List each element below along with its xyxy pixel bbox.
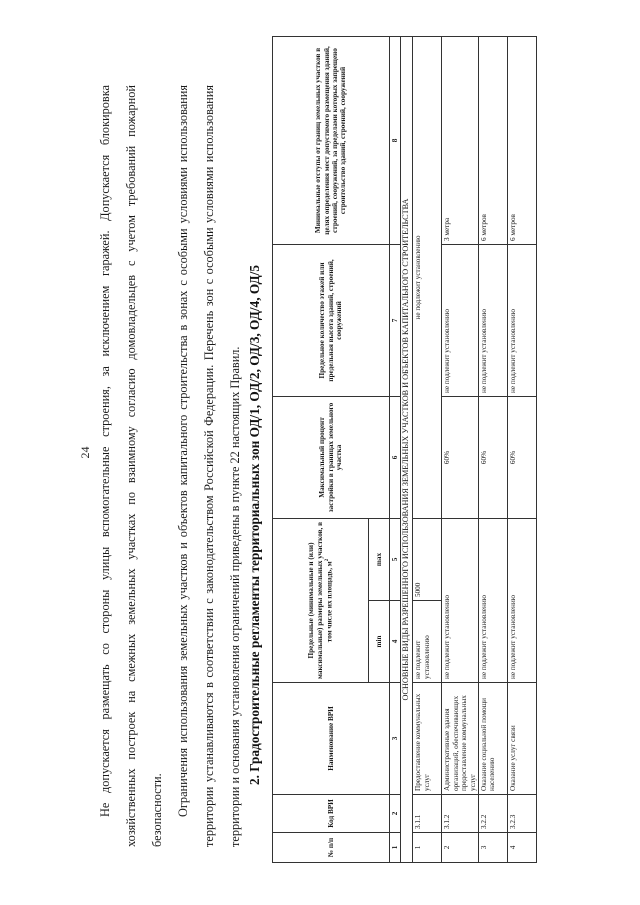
row-name: Административные здания организаций, обеспечивающих предоставление коммунальных услуг (442, 683, 479, 795)
table-row (508, 36, 537, 862)
row-name: Оказание услуг связи (508, 683, 537, 795)
header-num: № п/п (273, 833, 390, 863)
row-code: 3.1.2 (442, 795, 479, 833)
col-number: 3 (390, 683, 401, 795)
header-coverage: Максимальный процент застройки в границах земельного участка (273, 396, 390, 518)
col-number: 5 (390, 518, 401, 600)
row-floors: не подлежит установлению (508, 244, 537, 396)
row-coverage: 60% (479, 396, 508, 518)
col-number: 4 (390, 601, 401, 683)
row-num: 3 (479, 833, 508, 863)
row-floors: не подлежит установлению (442, 244, 479, 396)
section-title: 2. Градостроительные регламенты территориальных зон ОД/1, ОД/2, ОД/3, ОД/4, ОД/5 (247, 264, 262, 785)
row-max: 5000 (413, 518, 442, 600)
col-number: 7 (390, 244, 401, 396)
header-name: Наименование ВРИ (273, 683, 390, 795)
row-merged-values: не подлежит установлению (413, 36, 442, 518)
section-row (401, 36, 413, 862)
column-number-row (390, 36, 401, 862)
row-size: не подлежит установлению (479, 518, 508, 682)
row-setbacks: 6 метров (479, 36, 508, 244)
row-size: не подлежит установлению (442, 518, 479, 682)
section-label: ОСНОВНЫЕ ВИДЫ РАЗРЕШЕННОГО ИСПОЛЬЗОВАНИЯ ЗЕМЕЛЬНЫХ УЧАСТКОВ И ОБЪЕКТОВ КАПИТАЛЬНОГО СТРОИТЕЛЬСТВА (401, 36, 413, 862)
header-min: min (369, 601, 390, 683)
header-setbacks: Минимальные отступы от границ земельных участков в целях определения мест допустимого размещения зданий, строений, сооружений, за пределами которых запрещено строительство зданий, строений, сооружений (273, 36, 390, 244)
header-size-sup: 2 (325, 558, 330, 562)
row-name: Предоставление коммунальных услуг (413, 683, 442, 795)
row-num: 4 (508, 833, 537, 863)
row-num: 1 (413, 833, 442, 863)
col-number: 8 (390, 36, 401, 244)
row-coverage: 60% (442, 396, 479, 518)
row-size: не подлежит установлению (508, 518, 537, 682)
header-code: Код ВРИ (273, 795, 390, 833)
header-floors: Предельное количество этажей или предельная высота зданий, строений, сооружений (273, 244, 390, 396)
regulations-table (272, 36, 537, 863)
paragraph-garages: Не допускается размещать со стороны улицы вспомогательные строения, за исключением гаражей. Допускается блокировка хозяйственных построек на смежных земельных участках по взаимному согласию домовладельцев с учетом требований пожарной безопасности. (98, 85, 164, 847)
col-number: 2 (390, 795, 401, 833)
header-size-group (273, 518, 369, 682)
row-floors: не подлежит установлению (479, 244, 508, 396)
table-row (479, 36, 508, 862)
row-code: 3.2.2 (479, 795, 508, 833)
row-code: 3.2.3 (508, 795, 537, 833)
table-row (442, 36, 479, 862)
row-code: 3.1.1 (413, 795, 442, 833)
table-header-row (273, 36, 369, 862)
row-num: 2 (442, 833, 479, 863)
table-row (413, 36, 442, 862)
header-max: max (369, 518, 390, 600)
row-setbacks: 6 метров (508, 36, 537, 244)
row-name: Оказание социальной помощи населению (479, 683, 508, 795)
col-number: 1 (390, 833, 401, 863)
header-size-text: Предельные (минимальные и (или) максимальные) размеры земельных участков, в том числе их площадь, м (307, 522, 334, 679)
col-number: 6 (390, 396, 401, 518)
paragraph-restrictions: Ограничения использования земельных участков и объектов капитального строительства в зонах с особыми условиями использования территории устанавливаются в соответствии с законодательством Российской Федерации. Перечень зон с особыми условиями использования территории и основания установления ограничений приведены в пункте 22 настоящих Правил. (176, 85, 242, 847)
row-coverage: 60% (508, 396, 537, 518)
row-setbacks: 3 метра (442, 36, 479, 244)
row-min: не подлежит установлению (413, 601, 442, 683)
page-number: 24 (78, 446, 92, 459)
